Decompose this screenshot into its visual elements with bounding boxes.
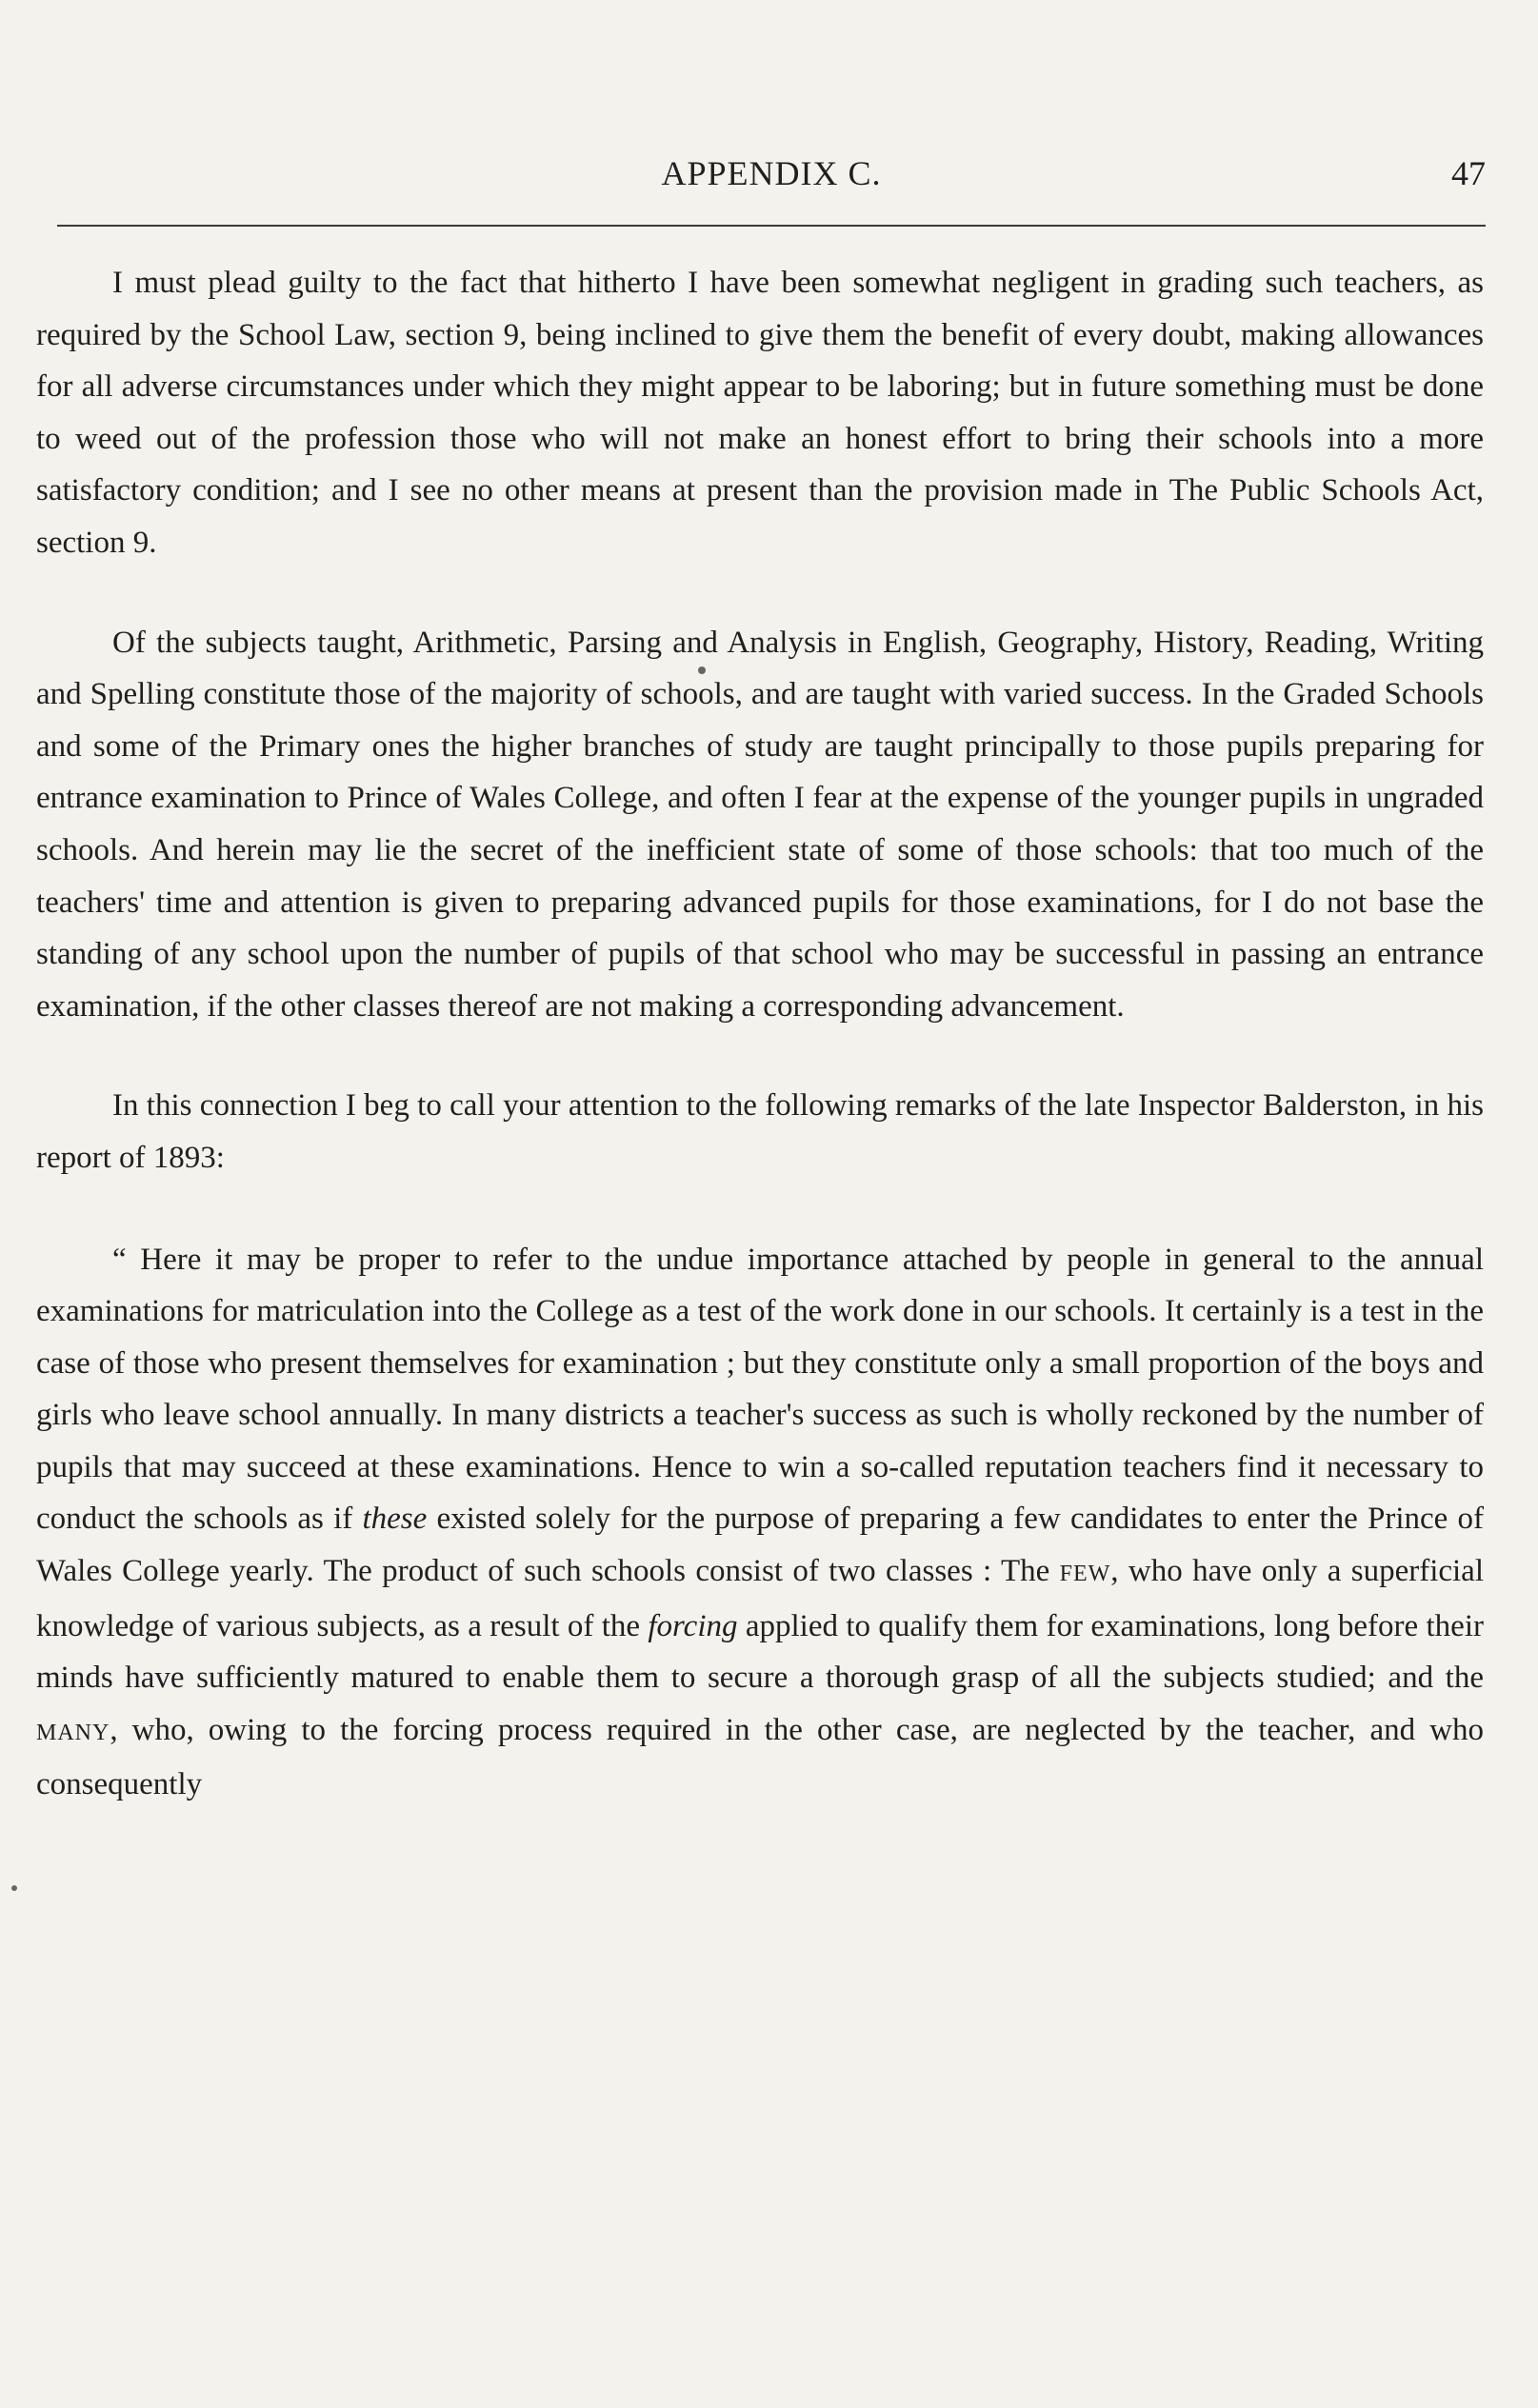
running-head: APPENDIX C.: [661, 154, 882, 192]
paragraph-connection: In this connection I beg to call your attention to the following remarks of the late Inspector Balderston, in his report of 1893:: [36, 1088, 1484, 1175]
page-header: [57, 148, 1486, 205]
quote-italic-forcing: forcing: [648, 1608, 738, 1643]
quote-smallcaps-many: MANY: [36, 1720, 110, 1745]
quotation-balderston: [36, 1234, 1484, 1812]
quote-text-5: , who, owing to the forcing process required in the other case, are neglected by the teacher, and who consequently: [36, 1712, 1484, 1802]
ink-speck: [11, 1885, 17, 1891]
quote-text-2: existed solely for the purpose of preparing a few candidates to enter the Prince of Wales College yearly. The product of such schools consist of two classes : The: [36, 1502, 1484, 1589]
header-rule: [57, 225, 1486, 227]
paragraph-subjects: Of the subjects taught, Arithmetic, Parsing and Analysis in English, Geography, History, Reading, Writing and Spelling constitute those of the majority of schools, and are taught with varied success. In the Graded Schools and some of the Primary ones the higher branches of study are taught principally to those pupils preparing for entrance examination to Prince of Wales College, and often I fear at the expense of the younger pupils in ungraded schools. And herein may lie the secret of the inefficient state of some of those schools: that too much of the teachers' time and attention is given to preparing advanced pupils for those examinations, for I do not base the standing of any school upon the number of pupils of that school who may be successful in passing an entrance examination, if the other classes thereof are not making a corresponding advancement.: [36, 625, 1484, 1024]
quote-text-4: applied to qualify them for examinations, long before their minds have sufficiently matured to enable them to secure a thorough grasp of all the subjects studied; and the: [36, 1608, 1484, 1696]
page-number: 47: [1451, 154, 1486, 192]
quote-italic-these: these: [362, 1502, 428, 1537]
paragraph-grading: I must plead guilty to the fact that hitherto I have been somewhat negligent in grading such teachers, as required by the School Law, section 9, being inclined to give them the benefit of every doubt, making allowances for all adverse circumstances under which they might appear to be laboring; but in future something must be done to weed out of the profession those who will not make an honest effort to bring their schools into a more satisfactory condition; and I see no other means at present than the provision made in The Public Schools Act, section 9.: [36, 266, 1484, 560]
body-text: [36, 257, 1484, 1811]
quote-text-3: , who have only a superficial knowledge of various subjects, as a result of the: [36, 1554, 1484, 1643]
quote-smallcaps-few: FEW: [1059, 1562, 1111, 1587]
quote-text-1: “ Here it may be proper to refer to the undue importance attached by people in general to the annual examinations for matriculation into the College as a test of the work done in our schools. It certainly is a test in the case of those who present themselves for examination ; but they constitute only a small proportion of the boys and girls who leave school annually. In many districts a teacher's success as such is wholly reckoned by the number of pupils that may succeed at these examinations. Hence to win a so-called reputation teachers find it necessary to conduct the schools as if: [36, 1242, 1484, 1537]
ink-speck: [698, 667, 706, 674]
